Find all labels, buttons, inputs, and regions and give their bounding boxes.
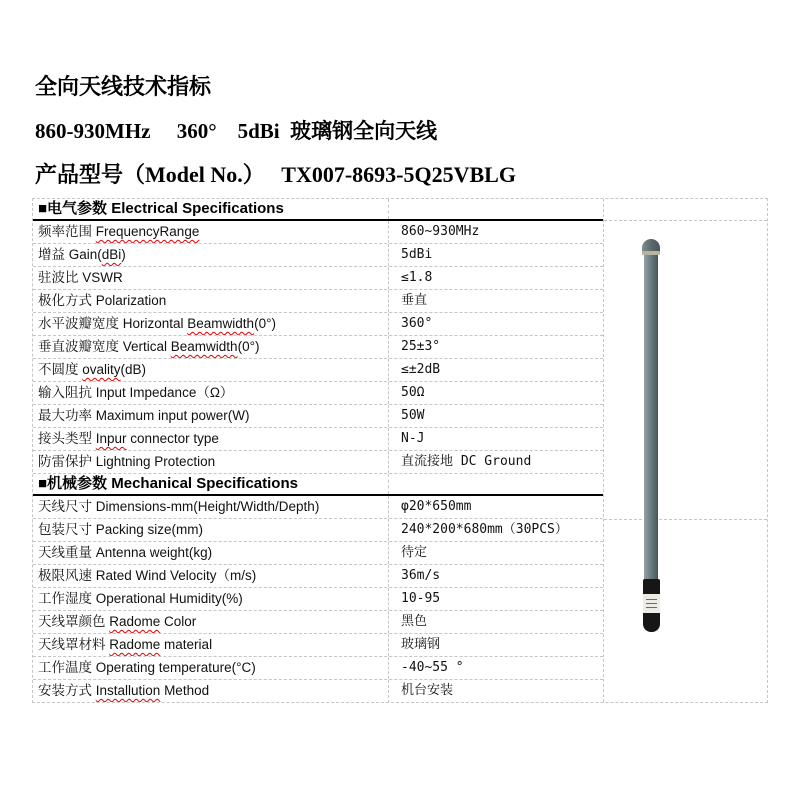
spec-value: ≤1.8: [388, 267, 603, 289]
spec-value: ≤±2dB: [388, 359, 603, 381]
spec-row: [33, 634, 603, 657]
spec-value: 机台安装: [388, 680, 603, 702]
spec-value: 50Ω: [388, 382, 603, 404]
spec-value: 50W: [388, 405, 603, 427]
spec-table: [32, 198, 768, 703]
spec-value: 10-95: [388, 588, 603, 610]
spec-row: [33, 542, 603, 565]
spec-label: 天线罩颜色 Radome Color: [38, 614, 197, 629]
doc-title: 全向天线技术指标: [35, 74, 212, 99]
spec-label: 输入阻抗 Input Impedance（Ω）: [38, 385, 234, 400]
section-header-row: [33, 199, 603, 221]
spec-value: 垂直: [388, 290, 603, 312]
spec-row: [33, 588, 603, 611]
spec-label: 垂直波瓣宽度 Vertical Beamwidth(0°): [38, 339, 260, 354]
spec-label: 驻波比 VSWR: [38, 270, 123, 285]
spellcheck-underlined-word: FrequencyRange: [95, 224, 200, 239]
spec-row: [33, 244, 603, 267]
model-line: [35, 158, 516, 189]
antenna-label: [643, 594, 660, 613]
spec-row: [33, 565, 603, 588]
spec-row: [33, 611, 603, 634]
model-number: TX007-8693-5Q25VBLG: [281, 162, 516, 187]
spec-label: 不圆度 ovality(dB): [38, 362, 147, 377]
spellcheck-underlined-word: dBi: [101, 247, 122, 262]
spec-row: [33, 428, 603, 451]
spec-row: [33, 313, 603, 336]
spec-value: 5dBi: [388, 244, 603, 266]
spec-row: [33, 405, 603, 428]
spec-value: 待定: [388, 542, 603, 564]
spec-label: 极化方式 Polarization: [38, 293, 167, 308]
spec-label: 最大功率 Maximum input power(W): [38, 408, 250, 423]
spec-label: 增益 Gain(dBi): [38, 247, 126, 262]
spec-label: 天线罩材料 Radome material: [38, 637, 213, 652]
section-header-row: [33, 474, 603, 496]
model-gap: [265, 162, 282, 187]
spec-label: 频率范围 FrequencyRange: [38, 224, 200, 239]
spec-value: 直流接地 DC Ground: [388, 451, 603, 473]
spec-label: 防雷保护 Lightning Protection: [38, 454, 216, 469]
spec-row: [33, 290, 603, 313]
spellcheck-underlined-word: Installution: [95, 683, 161, 698]
spec-value: 240*200*680mm（30PCS）: [388, 519, 603, 541]
spec-label: 工作湿度 Operational Humidity(%): [38, 591, 243, 606]
spec-value: -40~55 °: [388, 657, 603, 679]
doc-subtitle: 860-930MHz 360° 5dBi 玻璃钢全向天线: [35, 119, 438, 143]
spec-row: [33, 451, 603, 474]
spec-value: [388, 474, 603, 494]
antenna-photo: [604, 199, 767, 702]
spec-value: φ20*650mm: [388, 496, 603, 518]
spec-value: [388, 199, 603, 219]
spec-value: 36m/s: [388, 565, 603, 587]
model-label: 产品型号（Model No.）: [35, 162, 265, 187]
spellcheck-underlined-word: Inpur: [95, 431, 127, 446]
spec-value: N-J: [388, 428, 603, 450]
spec-row: [33, 267, 603, 290]
spellcheck-underlined-word: ovality: [82, 362, 121, 377]
antenna-rod: [644, 255, 658, 580]
spellcheck-underlined-word: Radome: [109, 614, 161, 629]
spec-label: 极限风速 Rated Wind Velocity（m/s): [38, 568, 257, 583]
spec-value: 25±3°: [388, 336, 603, 358]
section-title: ■电气参数 Electrical Specifications: [38, 200, 284, 217]
spec-value: 360°: [388, 313, 603, 335]
spellcheck-underlined-word: Beamwidth: [170, 339, 238, 354]
spec-row: [33, 496, 603, 519]
spec-label: 接头类型 Inpur connector type: [38, 431, 219, 446]
spec-row: [33, 336, 603, 359]
spellcheck-underlined-word: Beamwidth: [187, 316, 255, 331]
spec-value: 玻璃钢: [388, 634, 603, 656]
spec-label: 水平波瓣宽度 Horizontal Beamwidth(0°): [38, 316, 276, 331]
spec-row: [33, 221, 603, 244]
spec-label: 安装方式 Installution Method: [38, 683, 210, 698]
spec-label: 工作温度 Operating temperature(°C): [38, 660, 256, 675]
spec-table-rows: [33, 199, 603, 702]
spec-label: 包装尺寸 Packing size(mm): [38, 522, 204, 537]
spec-label: 天线尺寸 Dimensions-mm(Height/Width/Depth): [38, 499, 320, 514]
spellcheck-underlined-word: Radome: [109, 637, 161, 652]
section-title: ■机械参数 Mechanical Specifications: [38, 475, 298, 492]
spec-label: 天线重量 Antenna weight(kg): [38, 545, 213, 560]
spec-row: [33, 359, 603, 382]
spec-value: 860~930MHz: [388, 221, 603, 243]
antenna-photo-cell: [603, 199, 767, 702]
spec-row: [33, 382, 603, 405]
spec-row: [33, 657, 603, 680]
spec-row: [33, 519, 603, 542]
spec-row: [33, 680, 603, 702]
spec-value: 黑色: [388, 611, 603, 633]
